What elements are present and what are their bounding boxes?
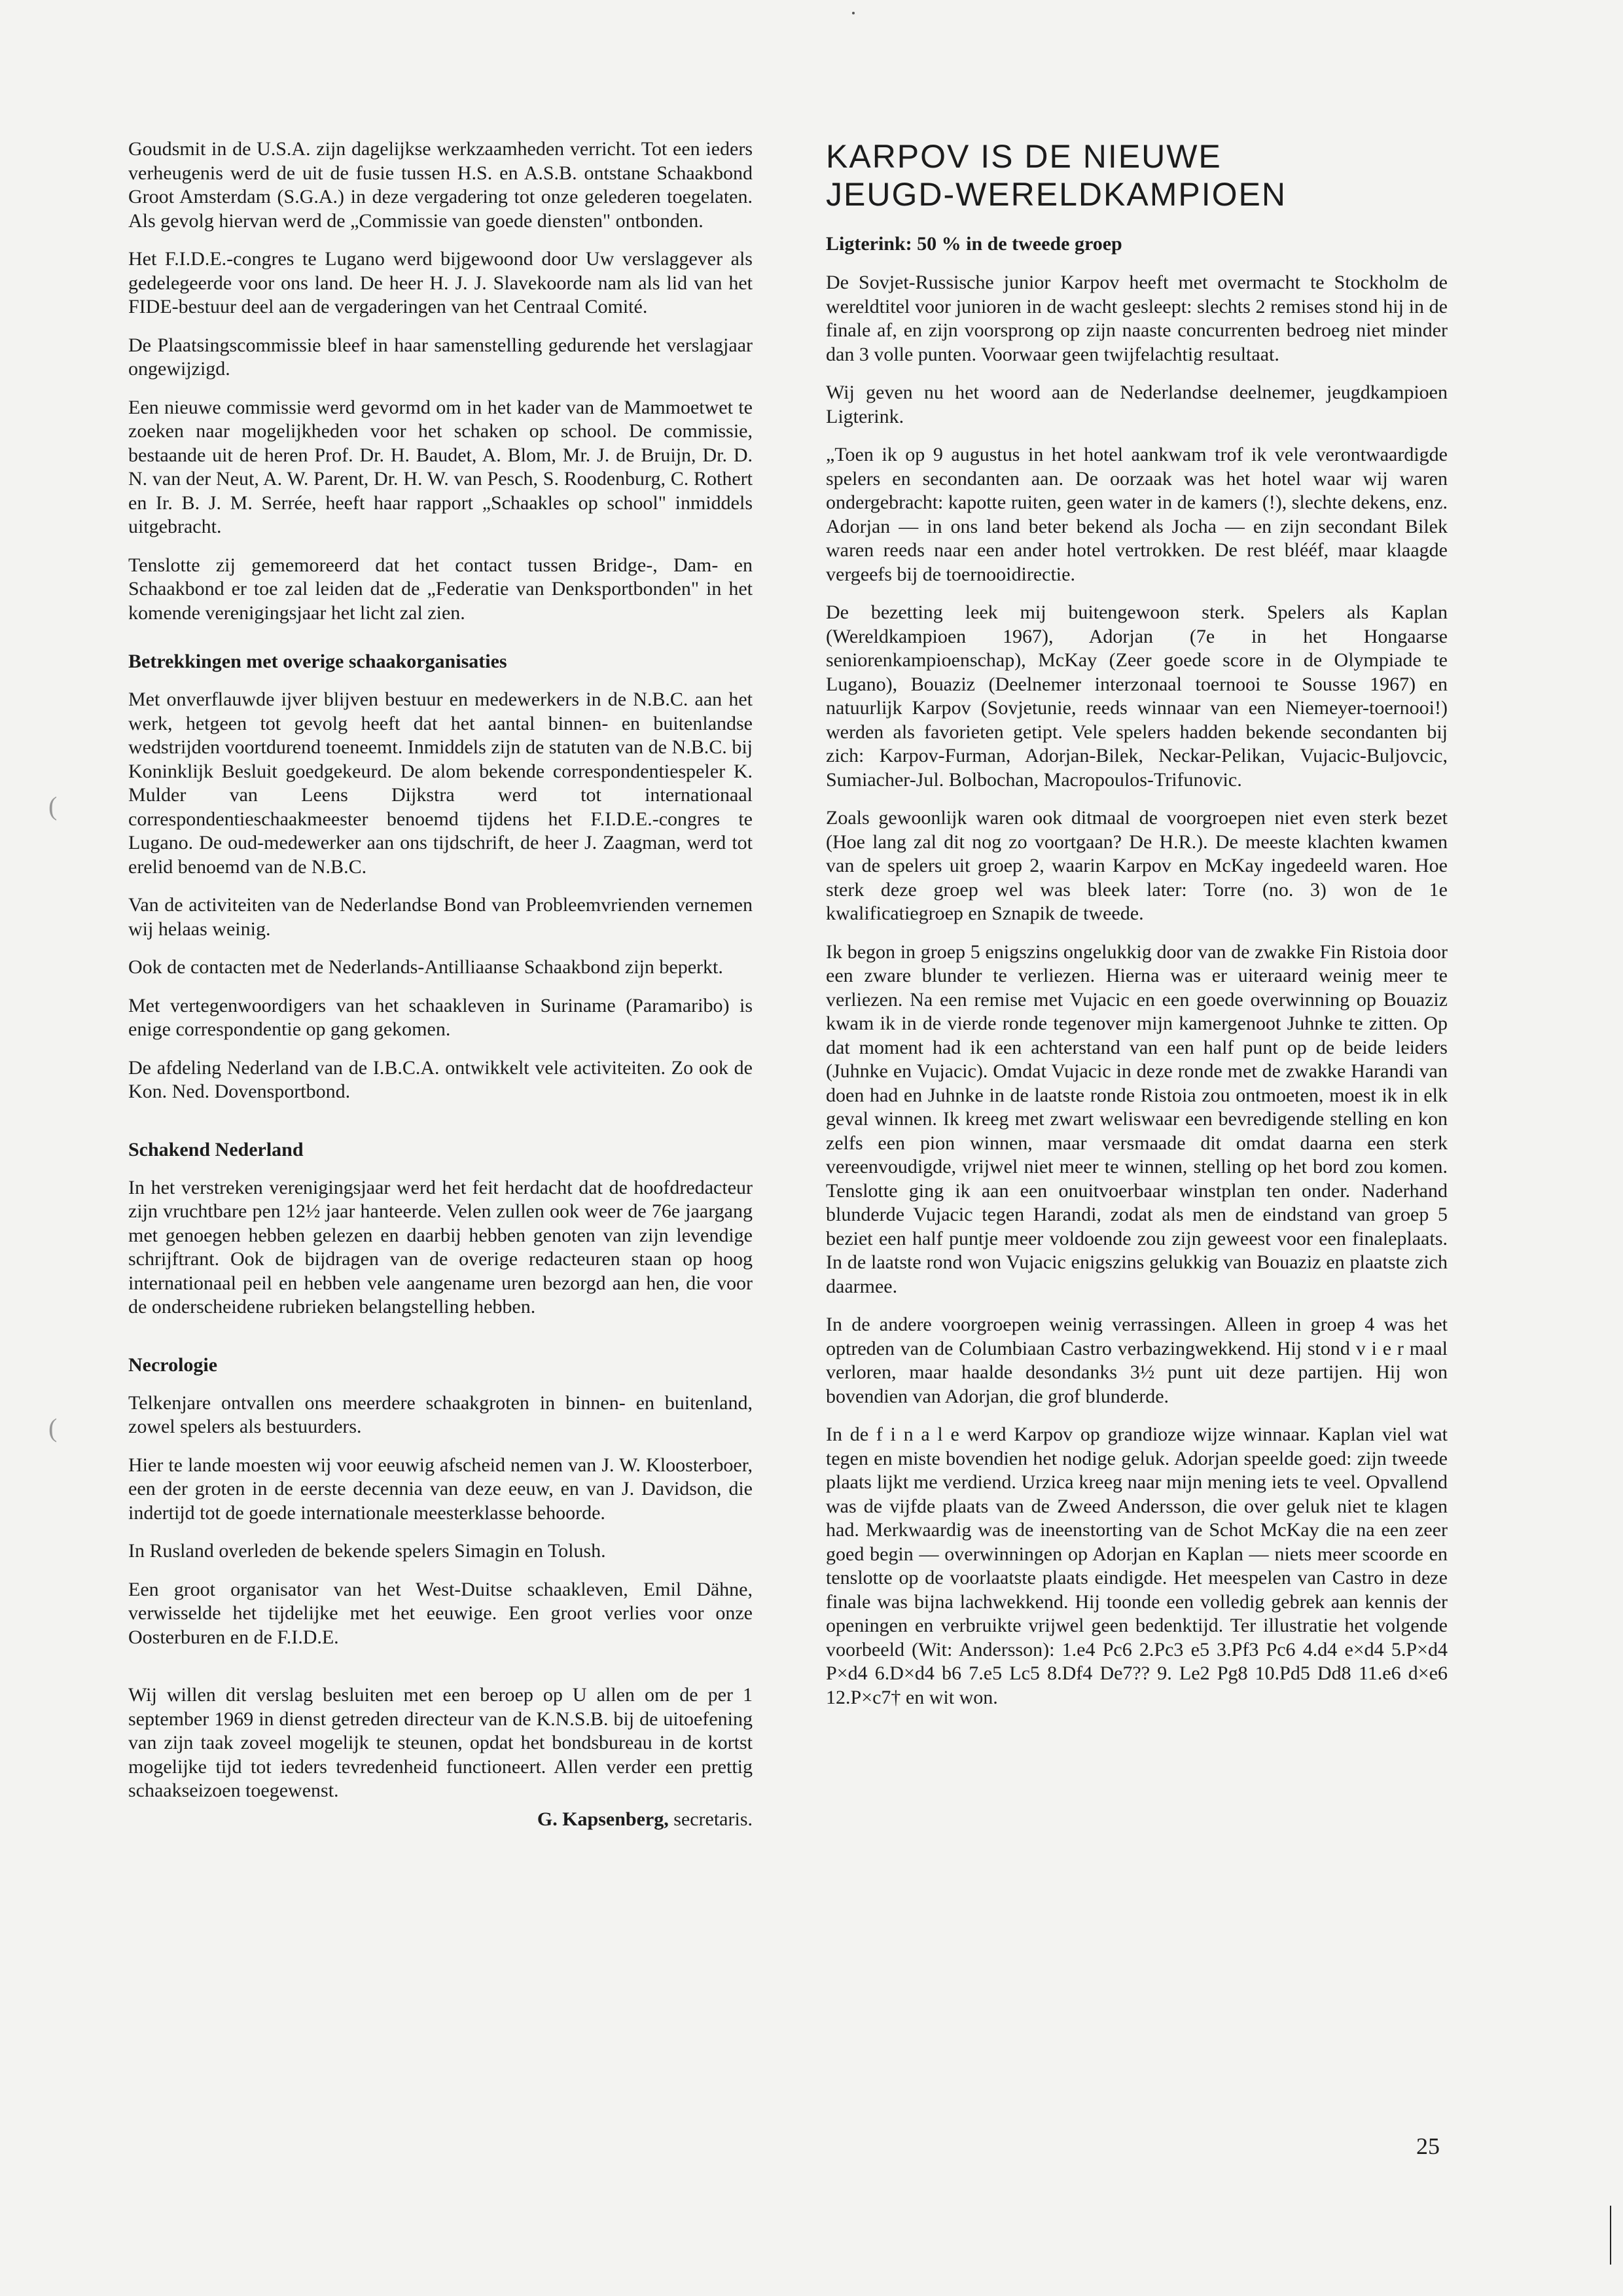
paragraph: Met onverflauwde ijver blijven bestuur en medewerkers in de N.B.C. aan het werk, hetgeen tot gevolg heeft dat het aantal binnen- en buitenlandse wedstrijden voortdurend toeneemt. Inmiddels zijn de statuten van de N.B.C. bij Koninklijk Besluit goedgekeurd. De alom bekende correspondentiespeler K. Mulder van Leens Dijkstra werd tot internationaal correspondentieschaakmeester benoemd tijdens het F.I.D.E.-congres te Lugano. De oud-medewerker aan ons tijdschrift, de heer J. Zaagman, werd tot erelid benoemd van de N.B.C.: [128, 689, 753, 878]
signature-role: secretaris.: [673, 1808, 753, 1830]
closing-paragraph: Wij willen dit verslag besluiten met een beroep op U allen om de per 1 september 1969 in dienst getreden directeur van de K.N.S.B. bij de uitoefening van zijn taak zoveel mogelijk te steunen, opdat het bondsbureau in de kortst mogelijke tijd tot ieders tevredenheid functioneert. Allen verder een prettig schaakseizoen toegewenst.: [128, 1684, 753, 1801]
section-heading-schakend-nederland: Schakend Nederland: [128, 1138, 304, 1160]
punch-hole-mark-bottom: (: [48, 1413, 58, 1443]
paragraph: In de andere voorgroepen weinig verrassingen. Alleen in groep 4 was het optreden van de Columbiaan Castro verbazingwekkend. Hij stond v i e r maal verloren, maar haalde desondanks 3½ punt uit deze partijen. Hij won bovendien van Adorjan, die grof blunderde.: [826, 1314, 1448, 1407]
scan-speck: [852, 12, 855, 14]
paragraph: De Plaatsingscommissie bleef in haar samenstelling gedurende het verslagjaar ongewijzigd.: [128, 334, 753, 380]
paragraph: Hier te lande moesten wij voor eeuwig afscheid nemen van J. W. Kloosterboer, een der groten in de eerste decennia van deze eeuw, en van J. Davidson, die indertijd tot de goede internationale meesterklasse behoorde.: [128, 1454, 753, 1524]
paragraph: Goudsmit in de U.S.A. zijn dagelijkse werkzaamheden verricht. Tot een ieders verheugenis werd de uit de fusie tussen H.S. en A.S.B. ontstane Schaakbond Groot Amsterdam (S.G.A.) in deze vergadering tot onze gelederen toegelaten. Als gevolg hiervan werd de „Commissie van goede diensten" ontbonden.: [128, 138, 753, 232]
page-number: 25: [1416, 2133, 1440, 2159]
section-heading-betrekkingen: Betrekkingen met overige schaakorganisaties: [128, 651, 507, 672]
paragraph: „Toen ik op 9 augustus in het hotel aankwam trof ik vele verontwaardigde spelers en secondanten aan. De oorzaak was het hotel waar wij waren ondergebracht: kapotte ruiten, geen water in de kamers (!), slechte dekens, enz. Adorjan — in ons land beter bekend als Jocha — en zijn secondant Bilek waren reeds naar een ander hotel vertrokken. De rest blééf, maar klaagde vergeefs bij de toernooidirectie.: [826, 444, 1448, 585]
paragraph: Telkenjare ontvallen ons meerdere schaakgroten in binnen- en buitenland, zowel spelers als bestuurders.: [128, 1391, 753, 1437]
paragraph: Zoals gewoonlijk waren ook ditmaal de voorgroepen niet even sterk bezet (Hoe lang zal dit nog zo voortgaan? De H.R.). De meeste klachten kwamen van de spelers uit groep 2, waarin Karpov en McKay ingedeeld waren. Hoe sterk deze groep wel was bleek later: Torre (no. 3) won de 1e kwalificatiegroep en Sznapik de tweede.: [826, 807, 1448, 924]
headline-line: JEUGD-WERELDKAMPIOEN: [826, 176, 1287, 213]
paragraph: In Rusland overleden de bekende spelers Simagin en Tolush.: [128, 1540, 606, 1562]
headline-line: KARPOV IS DE NIEUWE: [826, 138, 1222, 175]
signature: [128, 1808, 753, 1831]
left-column: [128, 137, 753, 1831]
paragraph: De Sovjet-Russische junior Karpov heeft met overmacht te Stockholm de wereldtitel voor junioren in de wacht gesleept: slechts 2 remises stond hij in de finale af, en zijn voorsprong op zijn naaste concurrenten bedroeg niet minder dan 3 volle punten. Voorwaar geen twijfelachtig resultaat.: [826, 272, 1448, 365]
paragraph: Tenslotte zij gememoreerd dat het contact tussen Bridge-, Dam- en Schaakbond er toe zal leiden dat de „Federatie van Denksportbonden" in het komende verenigingsjaar het licht zal zien.: [128, 554, 753, 624]
signature-name: G. Kapsenberg,: [537, 1808, 669, 1830]
paragraph: De afdeling Nederland van de I.B.C.A. ontwikkelt vele activiteiten. Zo ook de Kon. Ned. Dovensportbond.: [128, 1056, 753, 1102]
right-column: [826, 137, 1448, 1724]
paragraph: Van de activiteiten van de Nederlandse Bond van Probleemvrienden vernemen wij helaas weinig.: [128, 894, 753, 940]
article-subhead: Ligterink: 50 % in de tweede groep: [826, 233, 1122, 255]
paragraph: Wij geven nu het woord aan de Nederlandse deelnemer, jeugdkampioen Ligterink.: [826, 382, 1448, 427]
edge-rule: [1610, 2206, 1611, 2265]
paragraph: Ook de contacten met de Nederlands-Antilliaanse Schaakbond zijn beperkt.: [128, 956, 723, 978]
paragraph: In de f i n a l e werd Karpov op grandioze wijze winnaar. Kaplan viel wat tegen en miste bovendien het nodige geluk. Adorjan speelde goed: zijn tweede plaats lijkt me verdiend. Urzica kreeg naar mijn mening iets te veel. Opvallend was de vijfde plaats van de Zweed Andersson, die over geluk niet te klagen had. Merkwaardig was de ineenstorting van de Schot McKay die na een zeer goed begin — overwinningen op Adorjan en Kaplan — niets meer scoorde en tenslotte op de voorlaatste plaats eindigde. Het meespelen van Castro in deze finale was bijna lachwekkend. Hij toonde een volledig gebrek aan kennis der openingen en verbruikte vrijwel geen bedenktijd. Ter illustratie het volgende voorbeeld (Wit: Andersson): 1.e4 Pc6 2.Pc3 e5 3.Pf3 Pc6 4.d4 e×d4 5.P×d4 P×d4 6.D×d4 b6 7.e5 Lc5 8.Df4 De7?? 9. Le2 Pg8 10.Pd5 Dd8 11.e6 d×e6 12.P×c7† en wit won.: [826, 1424, 1448, 1708]
paragraph: In het verstreken verenigingsjaar werd het feit herdacht dat de hoofdredacteur zijn vruchtbare pen 12½ jaar hanteerde. Velen zullen ook weer de 76e jaargang met genoegen hebben gelezen en daarbij hebben genoten van zijn levendige schrijftrant. Ook de bijdragen van de overige redacteuren staan op hoog internationaal peil en hebben vele aangename uren bezorgd aan hen, die voor de onderscheidene rubrieken belangstelling hebben.: [128, 1176, 753, 1318]
punch-hole-mark-top: (: [48, 791, 58, 821]
section-heading-necrologie: Necrologie: [128, 1354, 218, 1376]
paragraph: De bezetting leek mij buitengewoon sterk. Spelers als Kaplan (Wereldkampioen 1967), Adorjan (7e in het Hongaarse seniorenkampioenschap), McKay (Zeer goede score in de Olympiade te Lugano), Bouaziz (Deelnemer interzonaal toernooi te Sousse 1967) en natuurlijk Karpov (Sovjetunie, reeds winnaar van een Niemeyer-toernooi!) werden als favorieten getipt. Vele spelers hadden bekende secondanten bij zich: Karpov-Furman, Adorjan-Bilek, Neckar-Pelikan, Vujacic-Buljovcic, Sumiacher-Jul. Bolbochan, Macropoulos-Trifunovic.: [826, 601, 1448, 791]
article-headline: [826, 137, 1448, 213]
paragraph: Het F.I.D.E.-congres te Lugano werd bijgewoond door Uw verslaggever als gedelegeerde voor ons land. De heer H. J. J. Slavekoorde nam als lid van het FIDE-bestuur deel aan de vergaderingen van het Centraal Comité.: [128, 248, 753, 317]
paragraph: Met vertegenwoordigers van het schaakleven in Suriname (Paramaribo) is enige correspondentie op gang gekomen.: [128, 994, 753, 1040]
paragraph: Een groot organisator van het West-Duitse schaakleven, Emil Dähne, verwisselde het tijdelijke met het eeuwige. Een groot verlies voor onze Oosterburen en de F.I.D.E.: [128, 1578, 753, 1648]
paragraph: Een nieuwe commissie werd gevormd om in het kader van de Mammoetwet te zoeken naar mogelijkheden voor het schaken op school. De commissie, bestaande uit de heren Prof. Dr. H. Baudet, A. Blom, Mr. J. de Bruijn, Dr. D. N. van der Neut, A. W. Parent, Dr. H. W. van Pesch, S. Roodenburg, C. Rothert en Ir. B. J. M. Serrée, heeft haar rapport „Schaakles op school" inmiddels uitgebracht.: [128, 396, 753, 537]
paragraph: Ik begon in groep 5 enigszins ongelukkig door van de zwakke Fin Ristoia door een zware blunder te verliezen. Hierna was er uiteraard weinig meer te verliezen. Na een remise met Vujacic en een goede overwinning op Bouaziz kwam ik in de vierde ronde tegenover mijn kamergenoot Juhnke te zitten. Op dat moment had ik een achterstand van een half punt op de beide leiders (Juhnke en Vujacic). Omdat Vujacic in deze ronde met de zwakke Harandi van doen had en Juhnke in de laatste ronde Ristoia zou ontmoeten, moest ik in elk geval winnen. Ik kreeg met zwart weliswaar een bevredigende stelling en kon zelfs een pion winnen, maar versmaade dit omdat daarna een sterk vereenvoudigde, vrijwel niet meer te winnen, stelling op het bord zou komen. Tenslotte ging ik aan een onuitvoerbaar winstplan ten onder. Naderhand blunderde Vujacic tegen Harandi, zodat als men de eindstand van groep 5 beziet een half puntje meer voldoende zou zijn geweest voor een finaleplaats. In de laatste rond won Vujacic enigszins gelukkig van Bouaziz en plaatste zich daarmee.: [826, 941, 1448, 1297]
